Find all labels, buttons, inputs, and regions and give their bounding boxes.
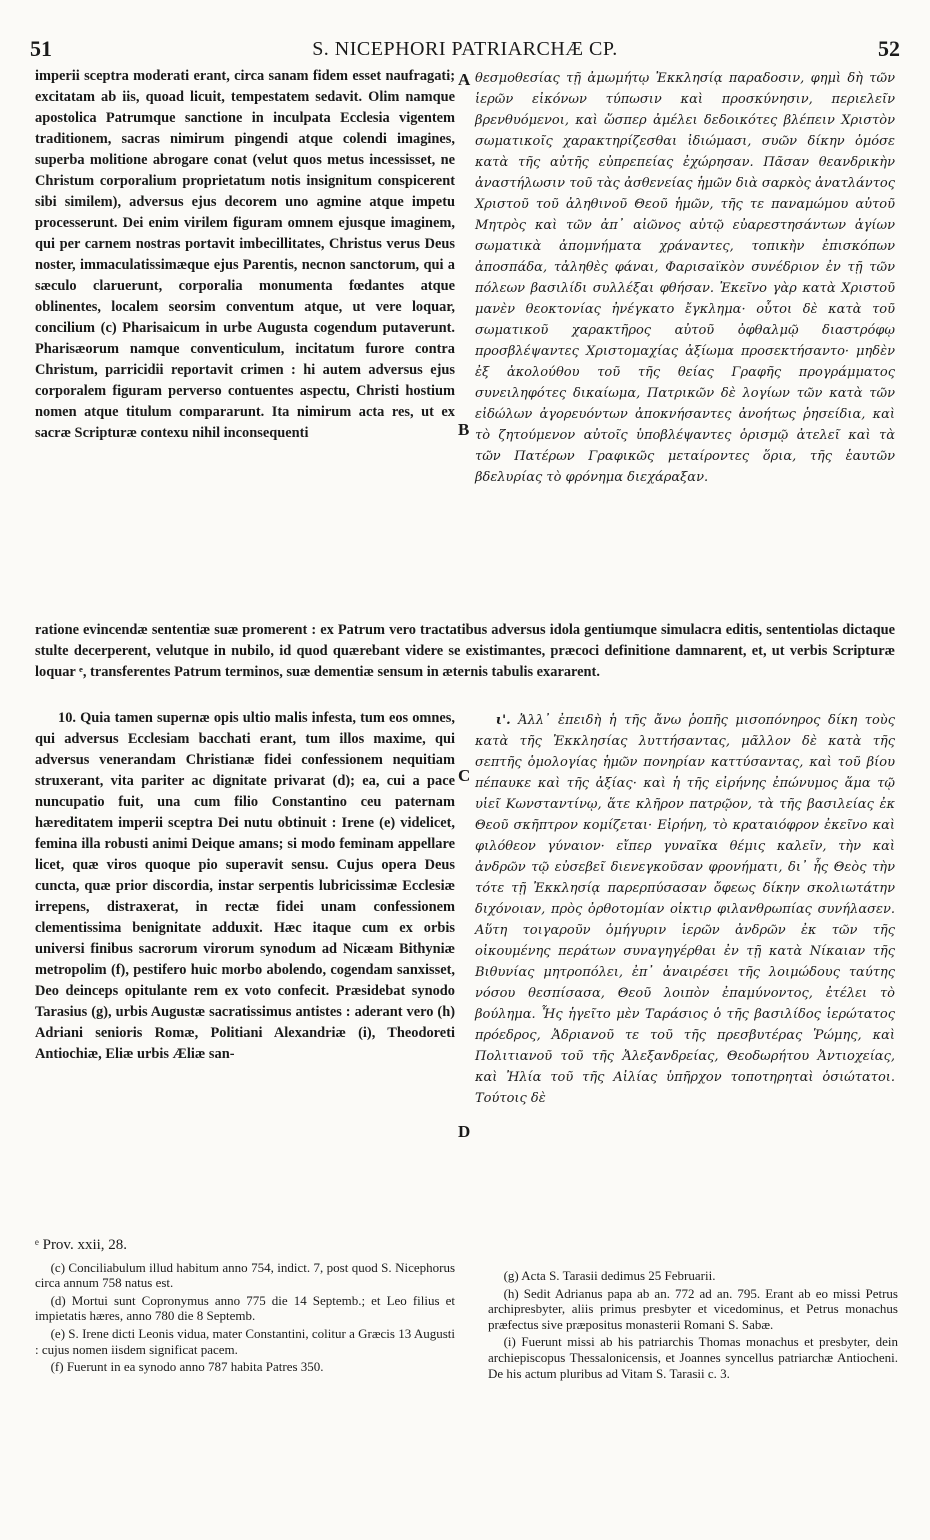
latin-paragraph-top: imperii sceptra moderati erant, circa sanam fidem esset naufragati; excitatam ab iis, quoad licuit, tempestatem sedavit. Olim namque apostolica Patrumque sanctione in inculpata Ecclesia vigentem traditionem, sacras nimirum pingendi atque colendi imagines, superba molitione abrogare conat (velut quos metus incessisset, ne Christum corporalium proprietatum notis insignitum conspicerent sibi similem), adversus ejus decorem uno agmine atque impetu processerunt. Dei enim virilem figuram omnem ejusque imaginem, qui per carnem nostras portavit imbecillitates, Christus verus Deus noster, immaculatissimæque ejus Parentis, necnon sanctorum, qui a sæculo claruerunt, corporalia monumenta fœdantes atque oblinentes, localem seorsim conventum atque, ut vere loquar, concilium (c) Pharisaicum in urbe Augusta cogendum putaverunt. Pharisæorum namque conventiculum, incitatum furore contra Christum, parricidii reportavit crimen : hi autem adversus ejus corporalem figuram perverso contuentes aspectu, Christi hostium nomen atque titulum compararunt. Ita nimirum acta res, ut ex sacræ Scripturæ contexu nihil inconsequenti <box>35 68 455 441</box>
margin-letter-d: D <box>458 1122 471 1141</box>
running-title: S. NICEPHORI PATRIARCHÆ CP. <box>312 38 618 60</box>
margin-letter-a: A <box>458 70 471 89</box>
left-page-number: 51 <box>30 36 52 61</box>
footnote-f: (f) Fuerunt in ea synodo anno 787 habita Patres 350. <box>50 1359 324 1375</box>
footnote-scripture: ᵉ Prov. xxii, 28. <box>35 1237 128 1253</box>
latin-column-top <box>35 66 455 444</box>
greek-section-number: ι'. <box>495 713 511 728</box>
latin-spanning-paragraph <box>35 620 895 683</box>
footnote-e: (e) S. Irene dicti Leonis vidua, mater Constantini, colitur a Græcis 13 Augusti : cujus nomen iisdem significat pacem. <box>35 1325 455 1357</box>
greek-paragraph-top: θεσμοθεσίας τῇ ἀμωμήτῳ Ἐκκλησίᾳ παραδοσιν, φημὶ δὴ τῶν ἱερῶν εἰκόνων τύπωσιν καὶ προσκύνησιν, περιελεῖν βρενθυόμενοι, καὶ ὥσπερ ἀμέλει δεδοικότες βλέπειν Χριστὸν σωματικοῖς χαρακτηρίζεσθαι ἰδιώμασι, συῶν δίκην ὁμόσε κατὰ τῆς αὐτῆς εὐπρεπείας ἐχώρησαν. Πᾶσαν θεανδρικὴν ἀναστήλωσιν τοῦ τὰς ἀσθενείας ἡμῶν διὰ σαρκὸς ἀνατλάντος Χριστοῦ τοῦ ἀληθινοῦ Θεοῦ ἡμῶν, τῆς τε παναμώμου αὐτοῦ Μητρὸς καὶ τῶν ἀπ᾽ αἰῶνος αὐτῷ εὐαρεστησάντων ἁγίων σωματικὰ ἀπομνήματα χράναντες, τοπικὴν ἐπισκόπων ἀποσπάδα, τἀληθὲς φάναι, Φαρισαϊκὸν συνέδριον ἐν τῇ τῶν πόλεων βασιλίδι συλλέξαι φθήσαν. Ἐκεῖνο γὰρ κατὰ Χριστοῦ μανὲν θεοκτονίας ἠνέγκατο ἔγκλημα· οὗτοι δὲ κατὰ τοῦ σωματικοῦ χαρακτῆρος αὐτοῦ ὀφθαλμῷ διαστρόφῳ προσβλέψαντες Χριστομαχίας ἀξίωμα προσεκτήσαντο· μηδὲν ἐξ ἀκολούθου τοῦ τῆς θείας Γραφῆς προγράμματος συνειληφότες δικαίωμα, Πατρικῶν δὲ λογίων τῶν κατὰ τῶν εἰδώλων ἀγορευόντων ἀποκνήσαντες ἀνοήτως ῥησείδια, καὶ τὸ ζητούμενον αὐτοῖς ὑποβλέψαντες ὁρισμῷ ἀτελεῖ καὶ τὰ τῶν Πατέρων Γραφικῶς μεταίροντες ὅρια, τῆς ἑαυτῶν βδελυρίας τὸ φρόνημα διεχάραξαν. <box>475 71 895 485</box>
greek-section-10 <box>475 710 895 1109</box>
footnotes-left <box>35 1238 455 1377</box>
latin-section-10 <box>35 708 455 1065</box>
right-page-number: 52 <box>878 36 900 61</box>
footnotes-right <box>488 1268 898 1383</box>
footnote-i: (i) Fuerunt missi ab his patriarchis Thomas monachus et presbyter, dein archiepiscopus Thessalonicensis, et Joannes syncellus patriarchæ Antiocheni. De his actum pluribus ad Vitam S. Tarasii c. 3. <box>488 1334 898 1381</box>
greek-column-top <box>475 68 895 488</box>
margin-letter-c: C <box>458 766 471 785</box>
footnote-d: (d) Mortui sunt Copronymus anno 775 die 14 Septemb.; et Leo filius et impietatis hæres, anno 780 die 8 Septemb. <box>35 1292 455 1324</box>
footnote-c: (c) Conciliabulum illud habitum anno 754, indict. 7, post quod S. Nicephorus circa annum 758 natus est. <box>35 1259 455 1291</box>
latin-span-text: ratione evincendæ sententiæ suæ promerent : ex Patrum vero tractatibus adversus idola gentiumque simulacra editis, sententiolas dictaque stulte decerperent, velutque in nubilo, id quod quærebant videre se existimantes, præcoci definitione damnarent, et, ut verbis Scripturæ loquar ᵉ, transferentes Patrum terminos, suæ dementiæ sensum in æternis tabulis exararent. <box>35 622 895 680</box>
footnote-g: (g) Acta S. Tarasii dedimus 25 Februarii. <box>503 1268 716 1283</box>
latin-section-number: 10. <box>58 710 77 726</box>
footnote-h: (h) Sedit Adrianus papa ab an. 772 ad an. 795. Erant ab eo missi Petrus archipresbyter, aliis primus presbyter et vicedominus, et Petrus monachus præfectus sive præpositus monasterii Romani S. Sabæ. <box>488 1285 898 1332</box>
greek-section-10-text: Ἀλλ᾽ ἐπειδὴ ἡ τῆς ἄνω ῥοπῆς μισοπόνηρος δίκη τοὺς κατὰ τῆς Ἐκκλησίας λυττήσαντας, μᾶλλον δὲ κατὰ τῆς σεπτῆς ὁμολογίας ἡμῶν πονηρίαν καττύσαντας, καὶ τοῦ βίου πέπαυκε καὶ τῆς ἀξίας· καὶ ἡ τῆς εἰρήνης ἐπώνυμος ἅμα τῷ υἱεῖ Κωνσταντίνῳ, ἅτε κλῆρον πατρῷον, τὰ τῆς βασιλείας ἐκ Θεοῦ σκῆπτρον κομίζεται· Εἰρήνη, τὸ κραταιόφρον ἐκεῖνο καὶ φιλόθεον γύναιον· εἴπερ γυναῖκα θέμις καλεῖν, τὴν καὶ ἀνδρῶν τῷ εὐσεβεῖ διενεγκοῦσαν φρονήματι, δι᾽ ἧς Θεὸς τὴν τότε τῇ Ἐκκλησίᾳ παρερπύσασαν ὄφεως δίκην σκολιωτάτην διχόνοιαν, πρὸς ὀρθοτομίαν οἰκτιρ φιλανθρωπίας συνήλασεν. Αὕτη τοιγαροῦν ὁμήγυριν ἱερῶν ἀνδρῶν ἐκ τῶν τῆς οἰκουμένης περάτων συναγηγέρθαι ἐν τῇ κατὰ Νίκαιαν τῆς Βιθυνίας μητροπόλει, ἐπ᾽ ἀναιρέσει τῆς λοιμώδους ταύτης νόσου θεσπίσασα, Θεοῦ λοιπὸν ἐπαμύνοντος, ἐτέλει τὸ βούλημα. Ἧς ἡγεῖτο μὲν Ταράσιος ὁ τῆς βασιλίδος ἱερώτατος πρόεδρος, Ἀδριανοῦ τε τοῦ τῆς πρεσβυτέρας Ῥώμης, καὶ Πολιτιανοῦ τοῦ τῆς Ἀλεξανδρείας, Θεοδωρήτου Ἀντιοχείας, καὶ Ἠλία τοῦ τῆς Αἰλίας ὑπῆρχον τοποτηρηταὶ ὁσιώτατοι. Τούτοις δὲ <box>475 713 895 1106</box>
margin-letter-b: B <box>458 420 470 439</box>
page-header <box>30 36 900 62</box>
latin-section-10-text: Quia tamen supernæ opis ultio malis infesta, tum eos omnes, qui adversus Ecclesiam bacchati erant, tum illos maxime, qui adversus venerandam Christianæ fidei confessionem nequitiam struxerant, vita pariter ac dignitate privarat (d); ea, cui a pace nuncupatio fuit, una cum filio Constantino ceu paternam hæreditatem imperii sceptra Dei nutu obtinuit : Irene (e) videlicet, femina illa robusti animi Deique amans; si modo feminam appellare licet, quæ viros quoque pio superavit sensu. Cujus opera Deus cuncta, quæ prior discordia, instar serpentis lubricissimæ Ecclesiæ irrepens, distraxerat, in rectæ fidei unam confessionem clementissima benignitate adduxit. Hæc itaque cum ex orbis universi finibus sacrorum virorum synodum ad Nicæam Bithyniæ metropolim (f), pestifero huic morbo abolendo, cogendam sanxisset, Deo deinceps opitulante rem ex voto confecit. Præsidebat synodo Tarasius (g), urbis Augustæ sacratissimus antistes : aderant vero (h) Adriani senioris Romæ, Politiani Alexandriæ (i), Theodoreti Antiochiæ, Eliæ urbis Æliæ san- <box>35 710 455 1062</box>
